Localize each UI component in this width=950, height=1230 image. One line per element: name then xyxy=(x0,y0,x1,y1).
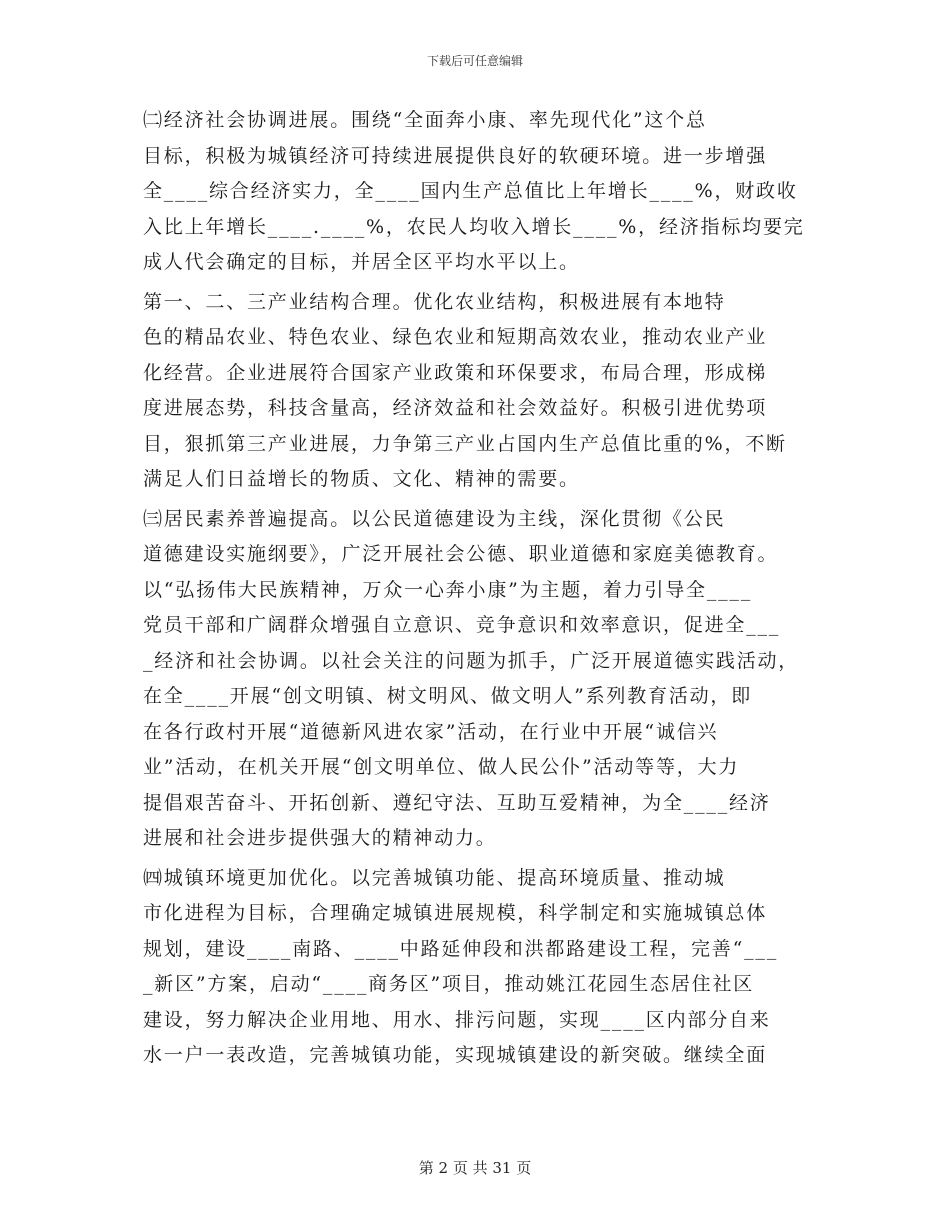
paragraph-industry: 第一、二、三产业结构合理。优化农业结构，积极进展有本地特 色的精品农业、特色农业、绿色农业和短期高效农业，推动农业产业 化经营。企业进展符合国家产业政策和环保要求，布局合理，形成梯 度进展态势，科技含量高，经济效益和社会效益好。积极引进优势项 目，狠抓第三产业进展，力争第三产业占国内生产总值比重的%，不断 满足人们日益增长的物质、文化、精神的需要。 xyxy=(143,290,787,490)
paragraph-economy: ㈡经济社会协调进展。围绕“全面奔小康、率先现代化”这个总 目标，积极为城镇经济可持续进展提供良好的软硬环境。进一步增强 全____综合经济实力，全____国内生产总值比上年增长____%，财政收 入比上年增长____.____%，农民人均收入增长____%，经济指标均要完 成人代会确定的目标，并居全区平均水平以上。 xyxy=(143,109,805,273)
page-footer: 第 2 页 共 31 页 xyxy=(418,1159,532,1177)
page-header: 下载后可任意编辑 xyxy=(426,54,523,68)
paragraph-environment: ㈣城镇环境更加优化。以完善城镇功能、提高环境质量、推动城 市化进程为目标，合理确定城镇进展规模，科学制定和实施城镇总体 规划，建设____南路、____中路延伸段和洪都路建设工程，完善“___ _新区”方案，启动“____商务区”项目，推动姚江花园生态居住社区 建设，努力解决企业用地、用水、排污问题，实现____区内部分自来 水一户一表改造，完善城镇功能，实现城镇建设的新突破。继续全面 xyxy=(143,866,779,1066)
paragraph-residents: ㈢居民素养普遍提高。以公民道德建设为主线，深化贯彻《公民 道德建设实施纲要》，广泛开展社会公德、职业道德和家庭美德教育。 以“弘扬伟大民族精神，万众一心奔小康”为主题，着力引导全____ 党员干部和广阔群众增强自立意识、竞争意识和效率意识，促进全___ _经济和社会协调。以社会关注的问题为抓手，广泛开展道德实践活动， 在全____开展“创文明镇、树文明风、做文明人”系列教育活动，即 在各行政村开展“道德新风进农家”活动，在行业中开展“诚信兴 业”活动，在机关开展“创文明单位、做人民公仆”活动等等，大力 提倡艰苦奋斗、开拓创新、遵纪守法、互助互爱精神，为全____经济 进展和社会进步提供强大的精神动力。 xyxy=(143,507,800,849)
document-body xyxy=(143,103,815,1078)
